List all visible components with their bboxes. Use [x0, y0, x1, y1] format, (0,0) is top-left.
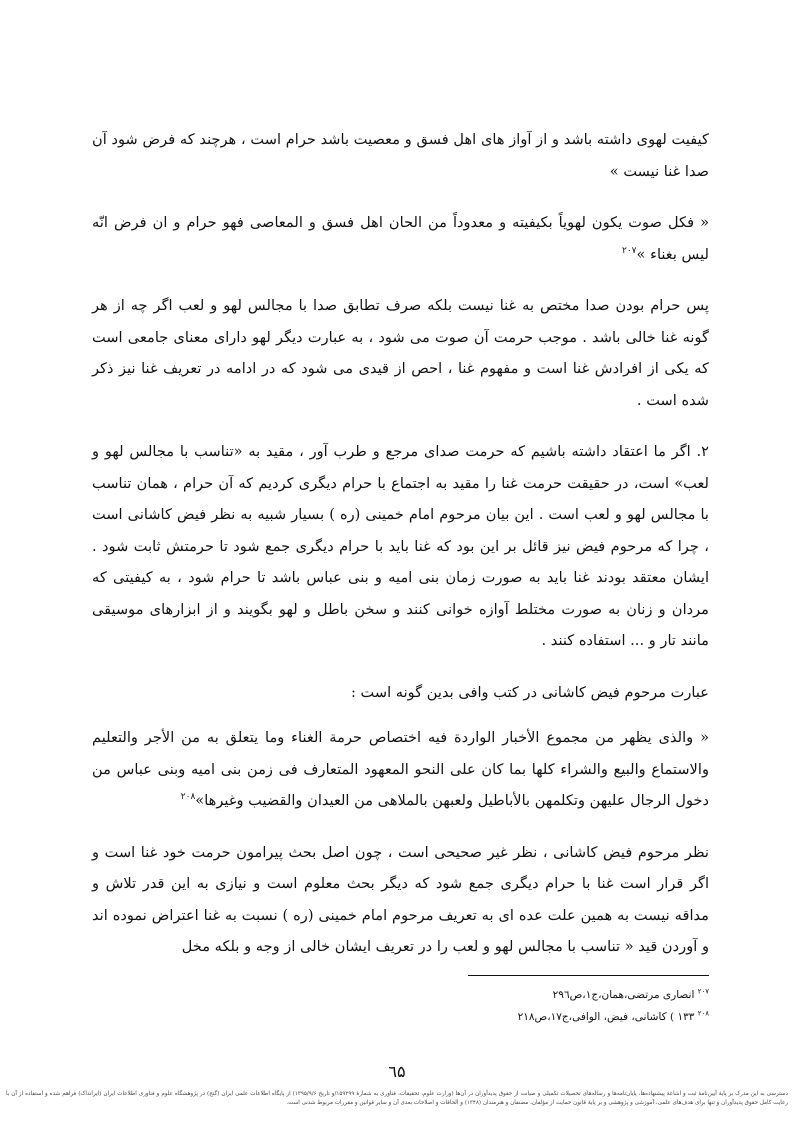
footnote-ref-208: ۲۰۸: [180, 792, 196, 803]
footnote-number: ۲۰۷: [697, 987, 709, 996]
quote-paragraph-2: [92, 722, 709, 817]
paragraph-4: عبارت مرحوم فیض کاشانی در کتب وافی بدین گونه است :: [350, 683, 709, 701]
body-text: [92, 124, 709, 983]
footnote-text: ۱۳۳ ) کاشانی، فیض، الوافی،ج۱۷،ص۲۱۸: [517, 1011, 695, 1023]
page-number: ٦۵: [388, 1062, 406, 1081]
paragraph-1: کیفیت لهوی داشته باشد و از آواز های اهل فسق و معصیت باشد حرام است ، هرچند که فرض شود آن صدا غنا نیست »: [92, 131, 709, 180]
paragraph-3: ۲. اگر ما اعتقاد داشته باشیم که حرمت صدای مرجع و طرب آور ، مقید به «تناسب با مجالس لهو و لعب» است، در حقیقت حرمت غنا را مقید به اجتماع با حرام دیگری کردیم که آن حرام ، همان تناسب با مجالس لهو و لعب است . این بیان مرحوم امام خمینی (ره ) بسیار شبیه به نظر فیض کاشانی است ، چرا که مرحوم فیض نیز قائل بر این بود که غنا باید با حرام دیگری جمع شود تا حرمتش ثابت شود . ایشان معتقد بودند غنا باید به صورت زمان بنی امیه و بنی عباس باشد تا حرام شود ، به کیفیتی که مردان و زنان به صورت مختلط آوازه خوانی کنند و سخن باطل و لهو بگویند و از ابزارهای موسیقی مانند تار و ... استفاده کنند .: [92, 443, 709, 649]
quote-paragraph-1: [92, 207, 709, 270]
footnote-208: [360, 1006, 709, 1028]
footnote-number: ۲۰۸: [697, 1009, 709, 1018]
footnote-divider: [468, 975, 709, 976]
footnote-207: [360, 984, 709, 1006]
paragraph-2: پس حرام بودن صدا مختص به غنا نیست بلکه صرف تطابق صدا با مجالس لهو و لعب اگر چه از هر گونه غنا خالی باشد . موجب حرمت آن صوت می شود ، به عبارت دیگر لهو دارای معنای جامعی است که یکی از افرادش غنا است و مفهوم غنا ، احص از قیدی می شود که در ادامه در تعریف غنا نیز ذکر شده است .: [92, 297, 709, 409]
quote-text-2: « والذی یظهر من مجموع الأخبار الواردة فیه اختصاص حرمة الغناء وما یتعلق به من الأجر والتعلیم والاستماع والبیع والشراء کلها بما کان علی النحو المعهود المتعارف فی زمن بنی امیه وبنی عباس من دخول الرجال علیهن وتکلمهن بالأباطیل ولعبهن بالملاهی من العیدان والقضیب وغیرها»: [92, 729, 709, 809]
footnote-ref-207: ۲۰۷: [622, 245, 637, 256]
copyright-notice: دسترسی به این مدرک بر پایهٔ آیین‌نامهٔ ثبت و اشاعهٔ پیشنهاده‌ها، پایان‌نامه‌ها و رساله‌های تحصیلات تکمیلی و صیانت از حقوق پدیدآوران در آن‌ها (وزارت علوم، تحقیقات، فناوری به شمارهٔ ۱۵۹۲۹۹/و تاریخ ۱۳۹۵/۹/۶) از پایگاه اطلاعات علمی ایران (گنج) در پژوهشگاه علوم و فناوری اطلاعات ایران (ایرانداک) فراهم شده و استفاده از آن با رعایت کامل حقوق پدیدآوران و تنها برای هدف‌های علمی، آموزشی و پژوهشی و بر پایهٔ قانون حمایت از مؤلفان، مصنفان و هنرمندان (۱۳۴۸) و الحاقات و اصلاحات بعدی آن و سایر قوانین و مقررات مربوط شدنی است.: [6, 1091, 788, 1106]
footnotes: [360, 984, 709, 1028]
paragraph-5: نظر مرحوم فیض کاشانی ، نظر غیر صحیحی است ، چون اصل بحث پیرامون حرمت خود غنا است و اگر قرار است غنا با حرام دیگری جمع شود که دیگر بحث معلوم است و نیازی به این قدر تلاش و مداقه نیست به همین علت عده ای به تعریف مرحوم امام خمینی (ره ) نسبت به غنا اعتراض نموده اند و آوردن قید « تناسب با مجالس لهو و لعب را در تعریف ایشان خالی از وجه و بلکه مخل: [92, 843, 709, 955]
quote-text-1: « فکل صوت یکون لهویاً بکیفیته و معدوداً من الحان اهل فسق و المعاصی فهو حرام و ان فرض انّه لیس بغناء »: [92, 214, 709, 263]
footnote-text: انصاری مرتضی،همان،ج۱،ص۲۹٦: [552, 989, 695, 1001]
